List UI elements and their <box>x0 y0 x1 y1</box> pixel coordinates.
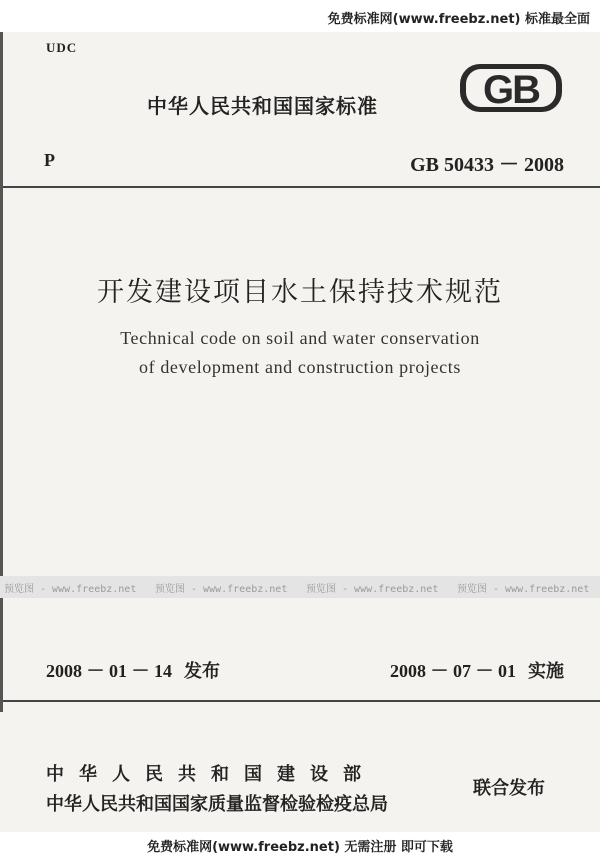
issuer-ministry-construction: 中华人民共和国建设部 <box>46 764 376 785</box>
gb-logo-text: GB <box>483 68 539 112</box>
preview-watermark <box>0 576 600 598</box>
udc-label: UDC <box>46 40 78 55</box>
top-banner-text[interactable]: 免费标准网(www.freebz.net) 标准最全面 <box>327 12 590 27</box>
national-standard-heading: 中华人民共和国国家标准 <box>147 94 378 118</box>
effective-date: 2008 － 07 － 01 <box>390 661 516 681</box>
footer-divider <box>3 700 600 702</box>
issue-date-line <box>46 657 220 683</box>
joint-issue-label: 联合发布 <box>473 778 545 799</box>
issue-label: 发布 <box>184 661 220 682</box>
watermark-text: 预览图 - www.freebz.net <box>4 584 137 595</box>
watermark-text: 预览图 - www.freebz.net <box>155 584 288 595</box>
bottom-banner-text[interactable]: 免费标准网(www.freebz.net) 无需注册 即可下载 <box>147 840 453 855</box>
title-english-line2: of development and construction projects <box>139 357 461 377</box>
gb-logo-icon <box>458 62 564 114</box>
title-english-line1: Technical code on soil and water conservation <box>120 328 480 348</box>
title-chinese: 开发建设项目水土保持技术规范 <box>97 277 503 308</box>
issuer-aqsiq: 中华人民共和国国家质量监督检验检疫总局 <box>46 794 388 815</box>
standard-number: GB 50433 － 2008 <box>410 154 564 176</box>
top-banner <box>0 0 600 32</box>
watermark-text: 预览图 - www.freebz.net <box>306 584 439 595</box>
header-divider <box>3 186 600 188</box>
watermark-text: 预览图 - www.freebz.net <box>457 584 590 595</box>
effective-label: 实施 <box>528 661 564 682</box>
classification-code: P <box>44 150 55 170</box>
bottom-banner <box>0 832 600 857</box>
effective-date-line <box>390 657 564 683</box>
issue-date: 2008 － 01 － 14 <box>46 661 172 681</box>
